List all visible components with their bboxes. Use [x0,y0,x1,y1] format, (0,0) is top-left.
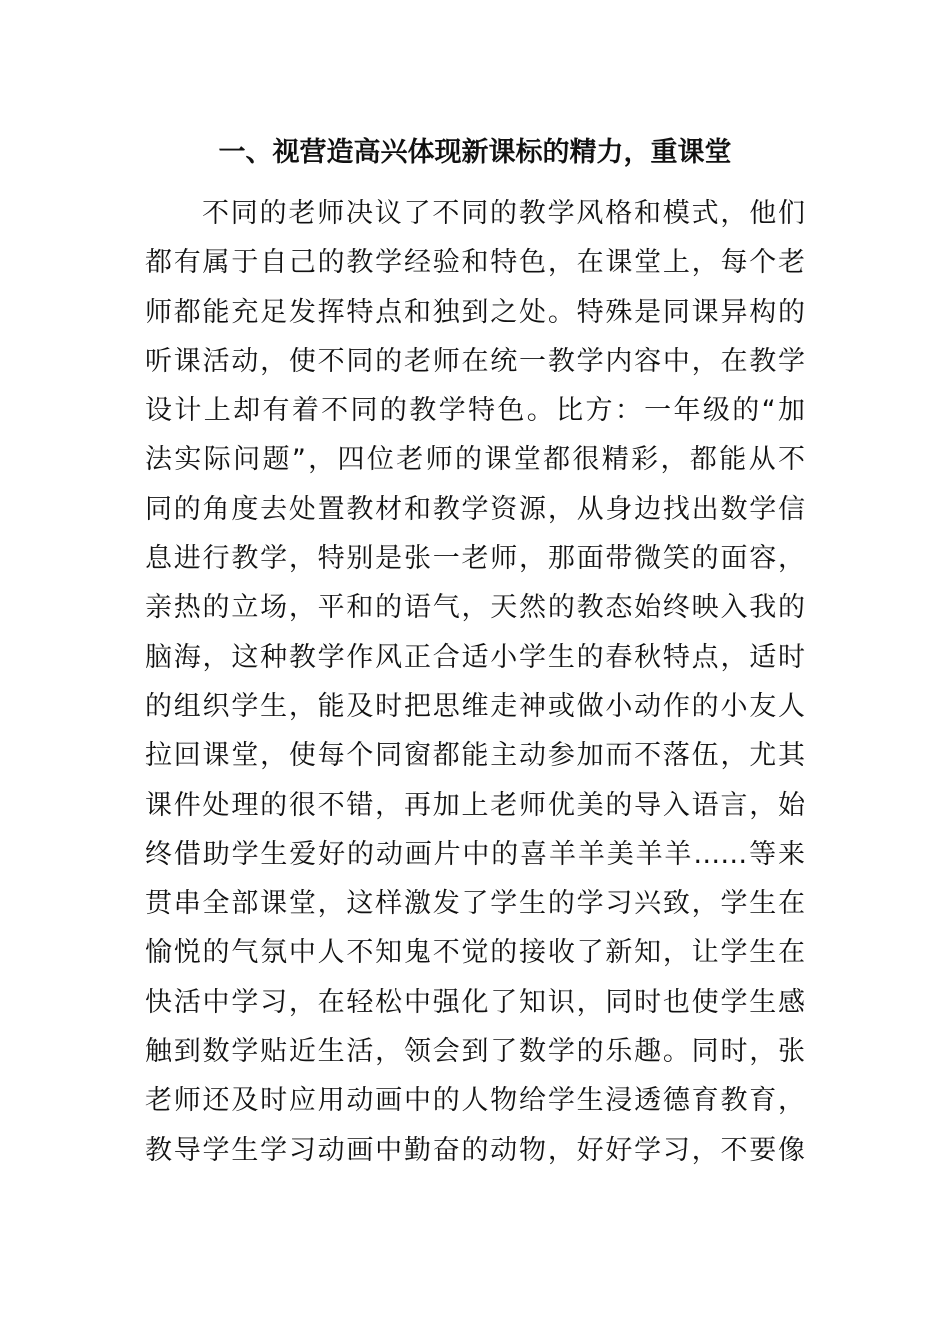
text-line: 不同的老师决议了不同的教学风格和模式，他们 [202,198,805,229]
text-line: 触到数学贴近生活，领会到了数学的乐趣。同时，张 [145,1036,805,1068]
text-line: 都有属于自己的教学经验和特色，在课堂上，每个老 [145,247,805,279]
text-line: 脑海，这种教学作风正合适小学生的春秋特点，适时 [145,641,805,673]
text-line: 课件处理的很不错，再加上老师优美的导入语言，始 [145,789,805,821]
text-line: 快活中学习，在轻松中强化了知识，同时也使学生感 [145,986,805,1018]
text-line: 同的角度去处置教材和教学资源，从身边找出数学信 [145,493,805,525]
text-line: 愉悦的气氛中人不知鬼不觉的接收了新知，让学生在 [145,937,805,969]
text-line: 听课活动，使不同的老师在统一教学内容中，在教学 [145,345,805,377]
text-line: 拉回课堂，使每个同窗都能主动参加而不落伍，尤其 [145,740,805,772]
text-line: 师都能充足发挥特点和独到之处。特殊是同课异构的 [145,296,805,328]
text-line: 教导学生学习动画中勤奋的动物，好好学习，不要像 [145,1134,805,1166]
text-line: 亲热的立场，平和的语气，天然的教态始终映入我的 [145,592,805,624]
text-line: 老师还及时应用动画中的人物给学生浸透德育教育， [145,1085,805,1117]
text-line: 息进行教学，特别是张一老师，那面带微笑的面容， [145,543,805,575]
text-line: 终借助学生爱好的动画片中的喜羊羊美羊羊……等来 [145,838,805,870]
text-line: 法实际问题”，四位老师的课堂都很精彩，都能从不 [145,444,805,476]
text-line: 贯串全部课堂，这样激发了学生的学习兴致，学生在 [145,888,805,920]
text-line: 的组织学生，能及时把思维走神或做小动作的小友人 [145,690,805,722]
section-heading: 一、视营造高兴体现新课标的精力，重课堂 [218,137,732,168]
text-line: 设计上却有着不同的教学特色。比方：一年级的“加 [145,395,805,427]
body-paragraph [145,189,805,1175]
